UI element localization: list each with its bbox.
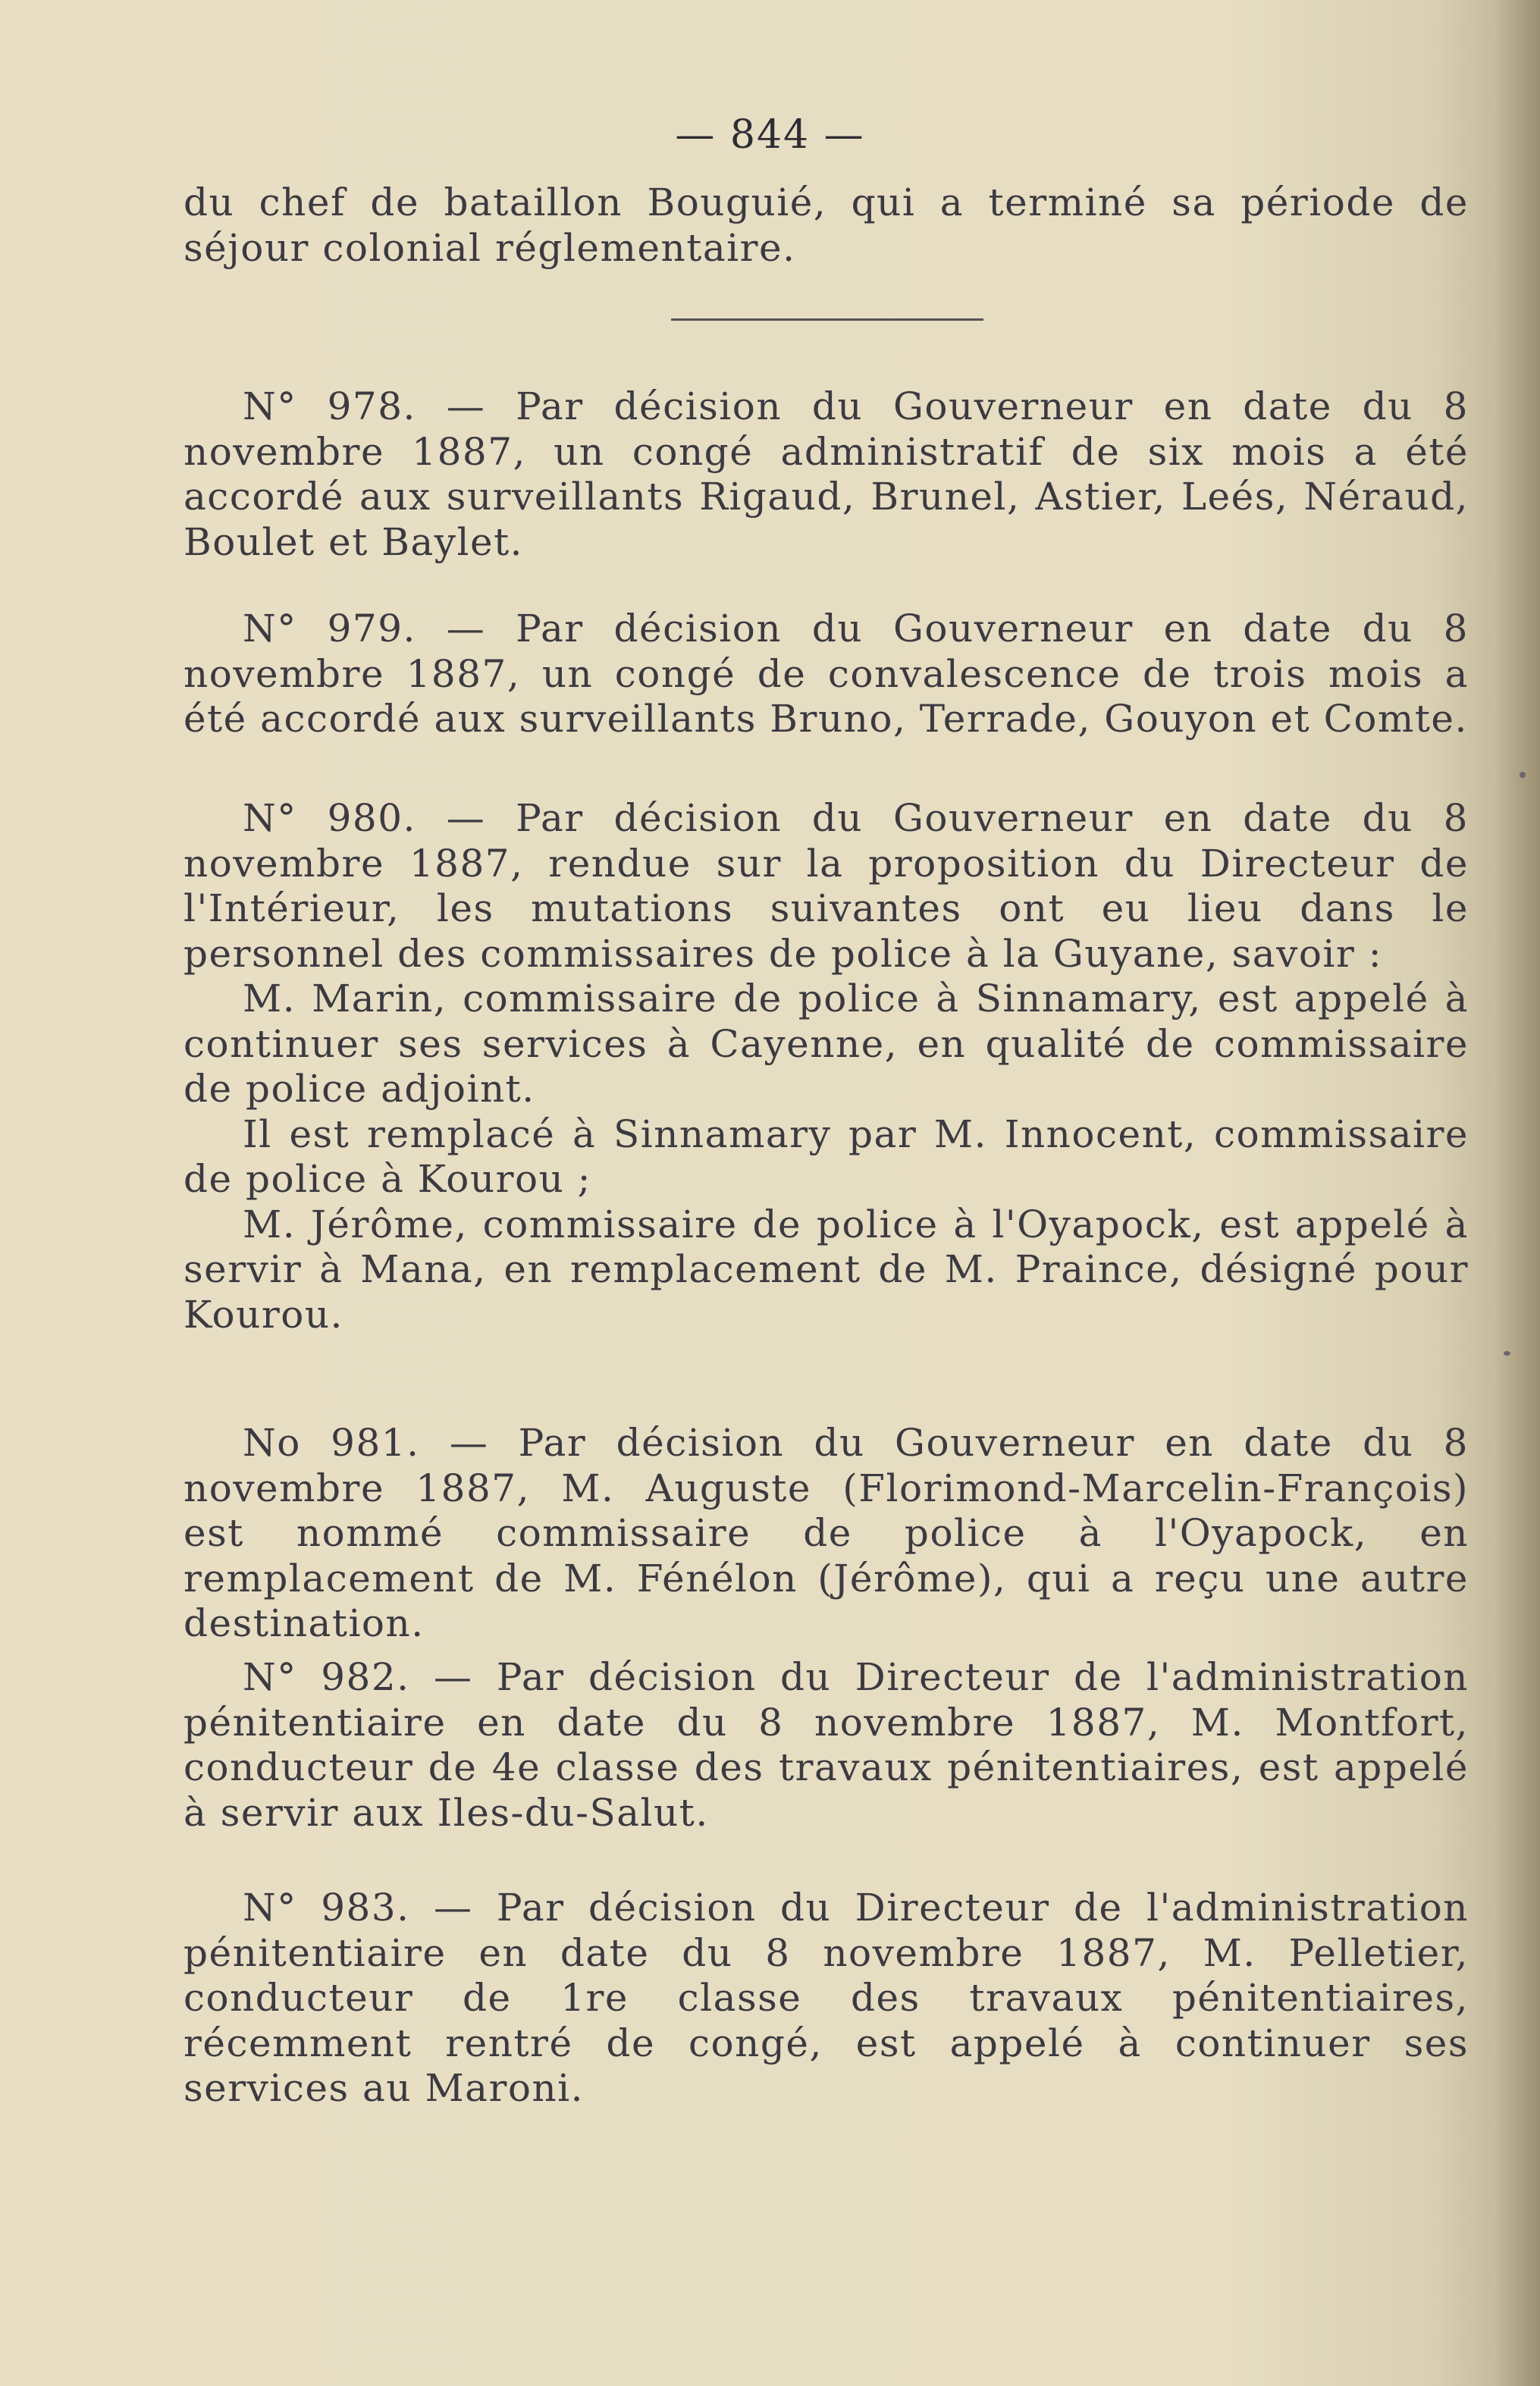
paper-speck: [1504, 1351, 1510, 1356]
decision-981: [183, 1421, 1469, 1647]
decision-980: [183, 796, 1469, 1337]
decision-978: [183, 384, 1469, 565]
decision-980-paragraph-2: M. Marin, commissaire de police à Sinnamary, est appelé à continuer ses services à Cayenne, en qualité de commissaire de police adjoint.: [183, 977, 1469, 1111]
paper-speck: [1520, 772, 1526, 778]
decision-983: [183, 1886, 1469, 2112]
intro-block: [183, 180, 1469, 271]
decision-982: [183, 1655, 1469, 1836]
decision-980-paragraph-4: M. Jérôme, commissaire de police à l'Oyapock, est appelé à servir à Mana, en remplacement de M. Praince, désigné pour Kourou.: [183, 1202, 1469, 1337]
decision-979-paragraph: N° 979. — Par décision du Gouverneur en date du 8 novembre 1887, un congé de convalescence de trois mois a été accordé aux surveillants Bruno, Terrade, Gouyon et Comte.: [183, 607, 1469, 741]
decision-982-paragraph: N° 982. — Par décision du Directeur de l'administration pénitentiaire en date du 8 novembre 1887, M. Montfort, conducteur de 4e classe des travaux pénitentiaires, est appelé à servir aux Iles-du-Salut.: [183, 1655, 1469, 1835]
decision-980-paragraph-1: N° 980. — Par décision du Gouverneur en date du 8 novembre 1887, rendue sur la proposition du Directeur de l'Intérieur, les mutations suivantes ont eu lieu dans le personnel des commissaires de police à la Guyane, savoir :: [183, 796, 1469, 976]
decision-983-paragraph: N° 983. — Par décision du Directeur de l'administration pénitentiaire en date du 8 novembre 1887, M. Pelletier, conducteur de 1re classe des travaux pénitentiaires, récemment rentré de congé, est appelé à continuer ses services au Maroni.: [183, 1886, 1469, 2110]
decision-980-paragraph-3: Il est remplacé à Sinnamary par M. Innocent, commissaire de police à Kourou ;: [183, 1111, 1469, 1201]
decision-979: [183, 607, 1469, 742]
intro-paragraph: du chef de bataillon Bouguié, qui a terminé sa période de séjour colonial réglementaire.: [183, 180, 1469, 270]
decision-978-paragraph: N° 978. — Par décision du Gouverneur en date du 8 novembre 1887, un congé administratif de six mois a été accordé aux surveillants Rigaud, Brunel, Astier, Leés, Néraud, Boulet et Baylet.: [183, 384, 1469, 564]
page-edge-shadow: [1495, 0, 1540, 2386]
section-divider: [671, 318, 983, 321]
decision-981-paragraph: No 981. — Par décision du Gouverneur en date du 8 novembre 1887, M. Auguste (Florimond-Marcelin-François) est nommé commissaire de police à l'Oyapock, en remplacement de M. Fénélon (Jérôme), qui a reçu une autre destination.: [183, 1421, 1469, 1645]
page-number: — 844 —: [675, 112, 865, 158]
